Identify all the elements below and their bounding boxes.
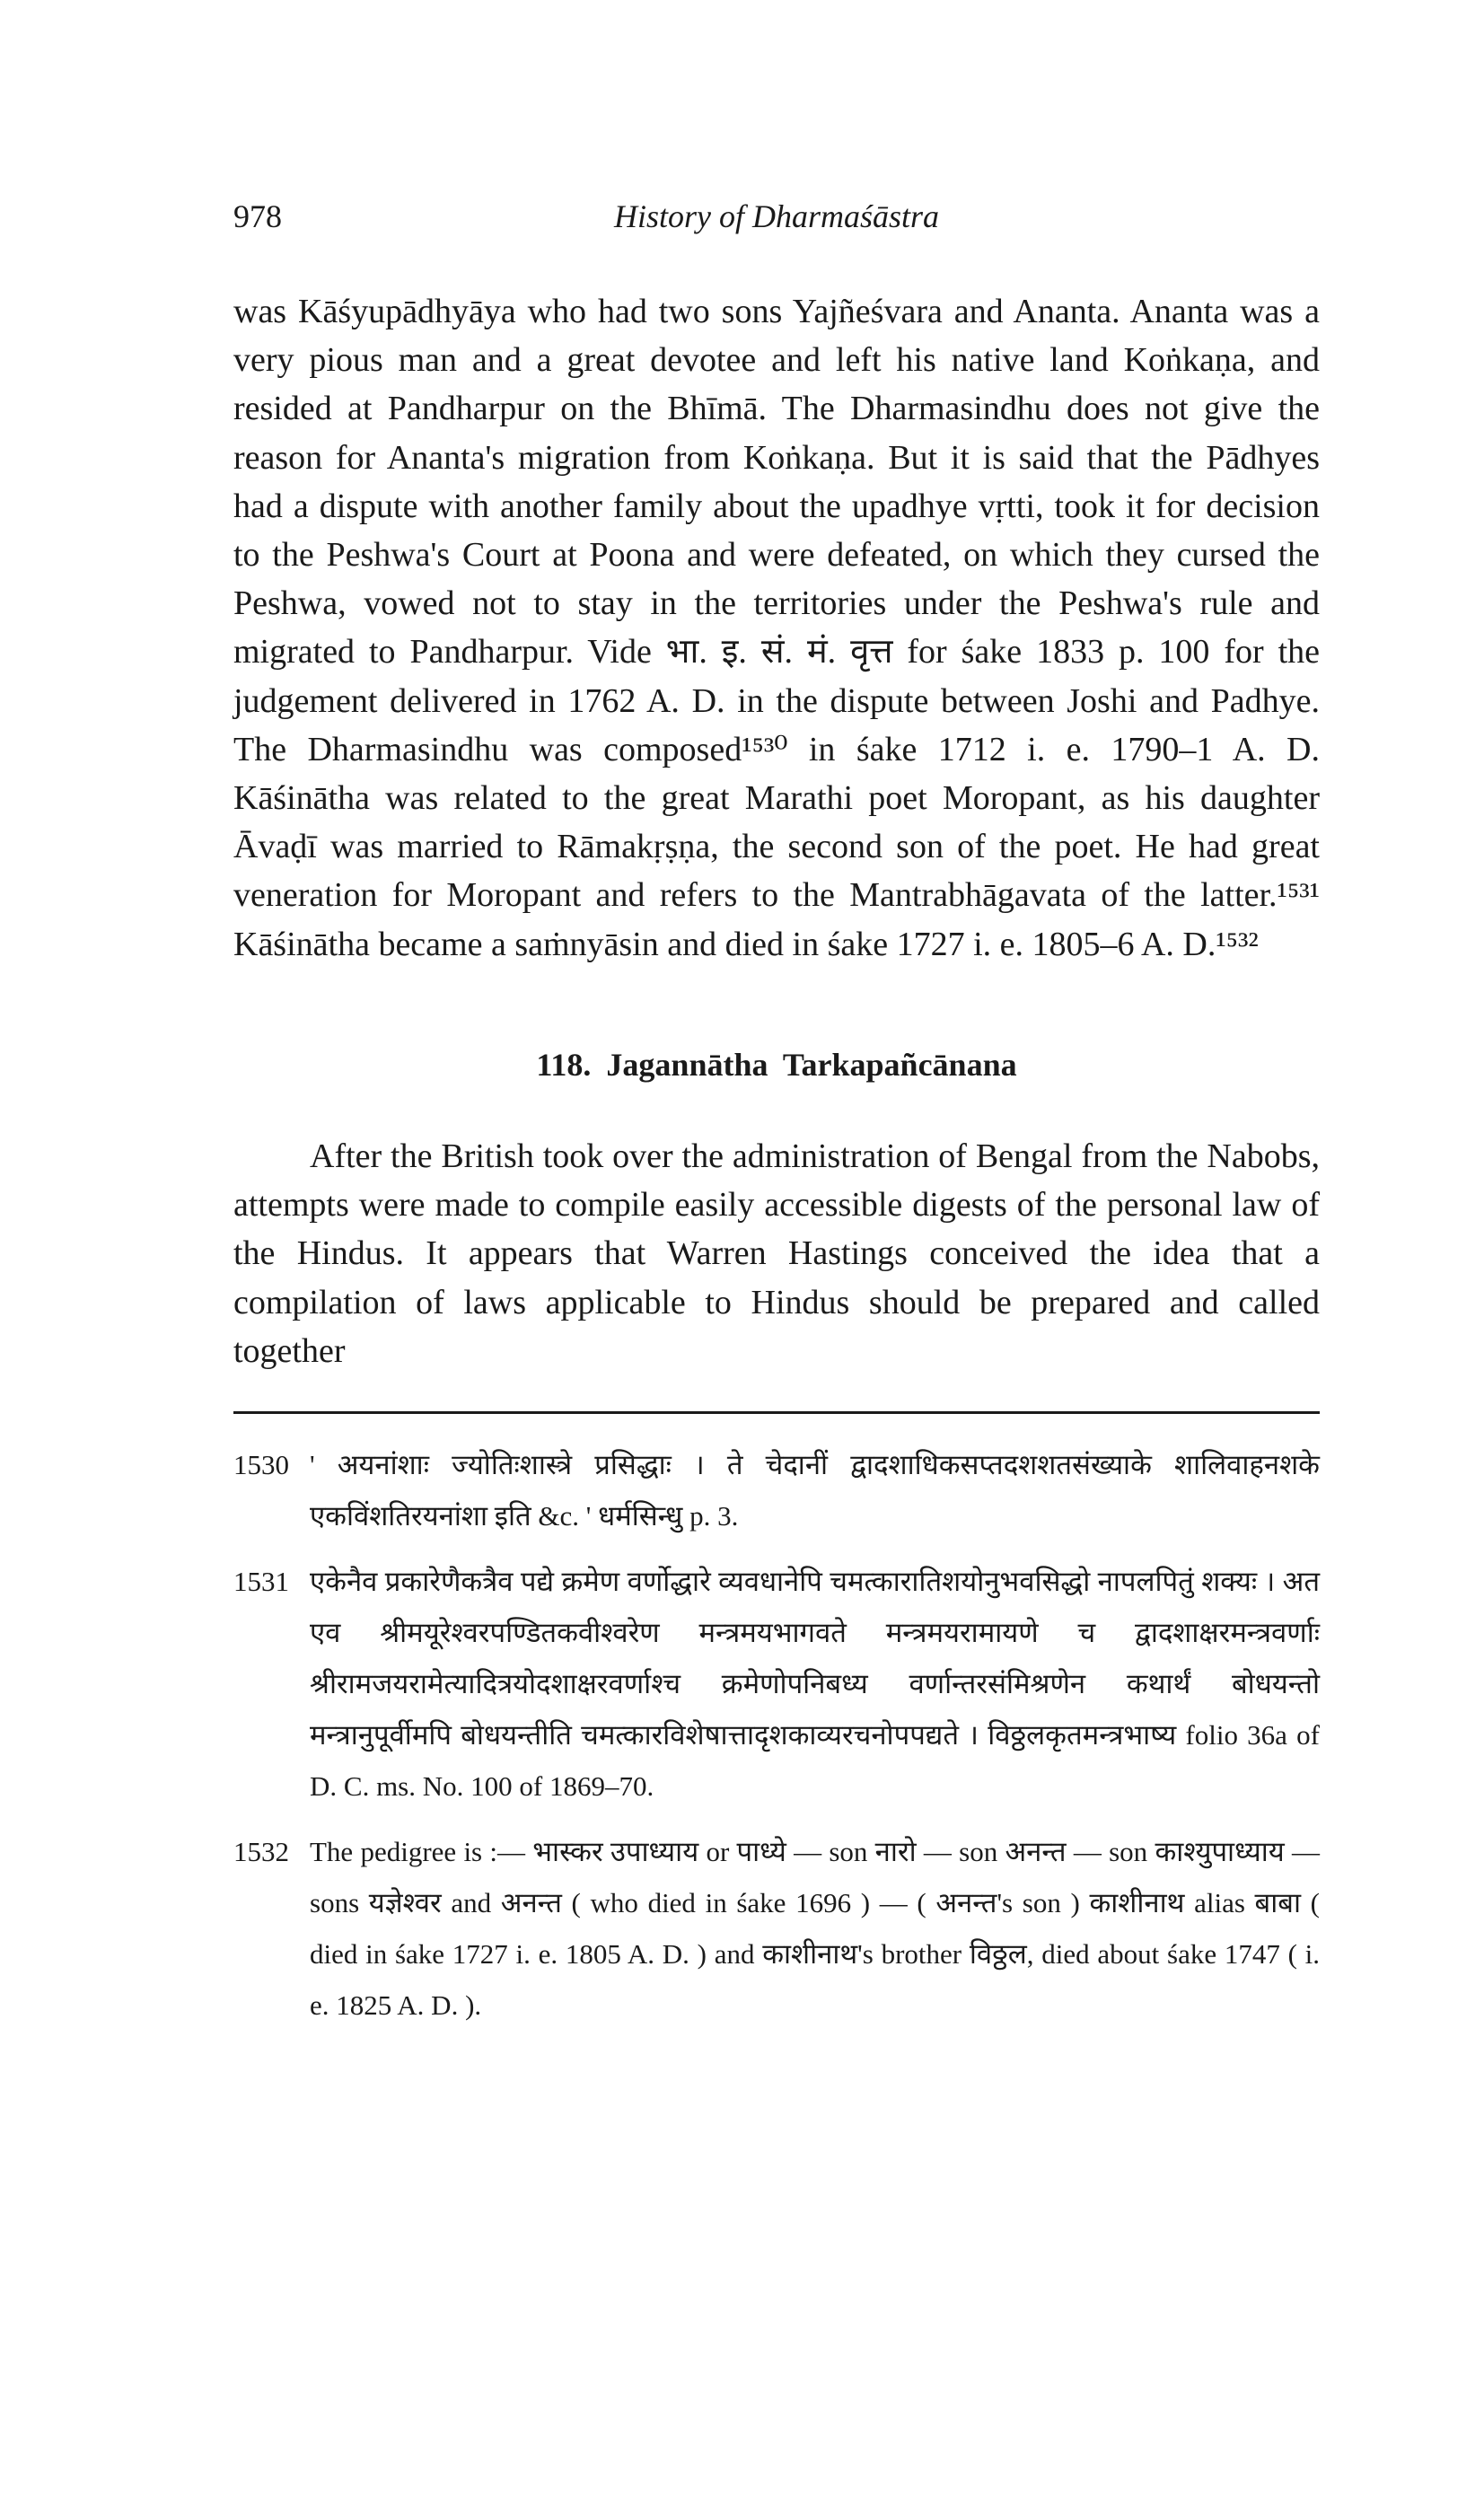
footnote — [233, 1439, 1320, 1541]
footnote-rule — [233, 1411, 1320, 1414]
footnote-text: ' अयनांशाः ज्योतिःशास्त्रे प्रसिद्धाः । ते चेदानीं द्वादशाधिकसप्तदशशतसंख्याके शालिवाहनशके एकविंशतिरयनांशा इति &c. ' धर्मसिन्धु p. 3. — [310, 1449, 1320, 1532]
page-number: 978 — [233, 198, 282, 234]
footnote — [233, 1556, 1320, 1812]
body-text — [233, 287, 1320, 1375]
page-header — [233, 198, 1320, 251]
footnote — [233, 1826, 1320, 2031]
paragraph: was Kāśyupādhyāya who had two sons Yajñeśvara and Ananta. Ananta was a very pious man and a great devotee and left his native land Koṅkaṇa, and resided at Pandharpur on the Bhīmā. The Dharmasindhu does not give the reason for Ananta's migration from Koṅkaṇa. But it is said that the Pādhyes had a dispute with another family about the upadhye vṛtti, took it for decision to the Peshwa's Court at Poona and were defeated, on which they cursed the Peshwa, vowed not to stay in the territories under the Peshwa's rule and migrated to Pandharpur. Vide भा. इ. सं. मं. वृत्त for śake 1833 p. 100 for the judgement delivered in 1762 A. D. in the dispute between Joshi and Padhye. The Dharmasindhu was composed¹⁵³⁰ in śake 1712 i. e. 1790–1 A. D. Kāśinātha was related to the great Marathi poet Moropant, as his daughter Āvaḍī was married to Rāmakṛṣṇa, the second son of the poet. He had great veneration for Moropant and refers to the Mantrabhāgavata of the latter.¹⁵³¹ Kāśinātha became a saṁnyāsin and died in śake 1727 i. e. 1805–6 A. D.¹⁵³² — [233, 293, 1320, 963]
running-title: History of Dharmaśāstra — [613, 198, 940, 234]
footnote-text: एकेनैव प्रकारेणैकत्रैव पद्ये क्रमेण वर्णोद्धारे व्यवधानेपि चमत्कारातिशयोनुभवसिद्धो नापलपितुं शक्यः । अत एव श्रीमयूरेश्वरपण्डितकवीश्वरेण मन्त्रमयभागवते मन्त्रमयरामायणे च द्वादशाक्षरमन्त्रवर्णाः श्रीरामजयरामेत्यादित्रयोदशाक्षरवर्णाश्च क्रमेणोपनिबध्य वर्णान्तरसंमिश्रणेन कथार्थं बोधयन्तो मन्त्रानुपूर्वीमपि बोधयन्तीति चमत्कारविशेषात्तादृशकाव्यरचनोपपद्यते । विठ्ठलकृतमन्त्रभाष्य folio 36a of D. C. ms. No. 100 of 1869–70. — [310, 1566, 1320, 1803]
footnote-number: 1532 — [233, 1836, 289, 1868]
section-heading: 118. Jagannātha Tarkapañcānana — [536, 1046, 1017, 1083]
page — [233, 198, 1320, 2045]
footnote-text: The pedigree is :— भास्कर उपाध्याय or पाध्ये — son नारो — son अनन्त — son काश्युपाध्याय — sons यज्ञेश्वर and अनन्त ( who died in śake 1696 ) — ( अनन्त's son ) काशीनाथ alias बाबा ( died in śake 1727 i. e. 1805 A. D. ) and काशीनाथ's brother विठ्ठल, died about śake 1747 ( i. e. 1825 A. D. ). — [310, 1836, 1320, 2022]
footnote-number: 1530 — [233, 1449, 289, 1481]
footnote-number: 1531 — [233, 1566, 289, 1598]
footnotes — [233, 1439, 1320, 2031]
paragraph: After the British took over the administration of Bengal from the Nabobs, attempts were made to compile easily accessible digests of the personal law of the Hindus. It appears that Warren Hastings conceived the idea that a compilation of laws applicable to Hindus should be prepared and called together — [233, 1137, 1320, 1370]
